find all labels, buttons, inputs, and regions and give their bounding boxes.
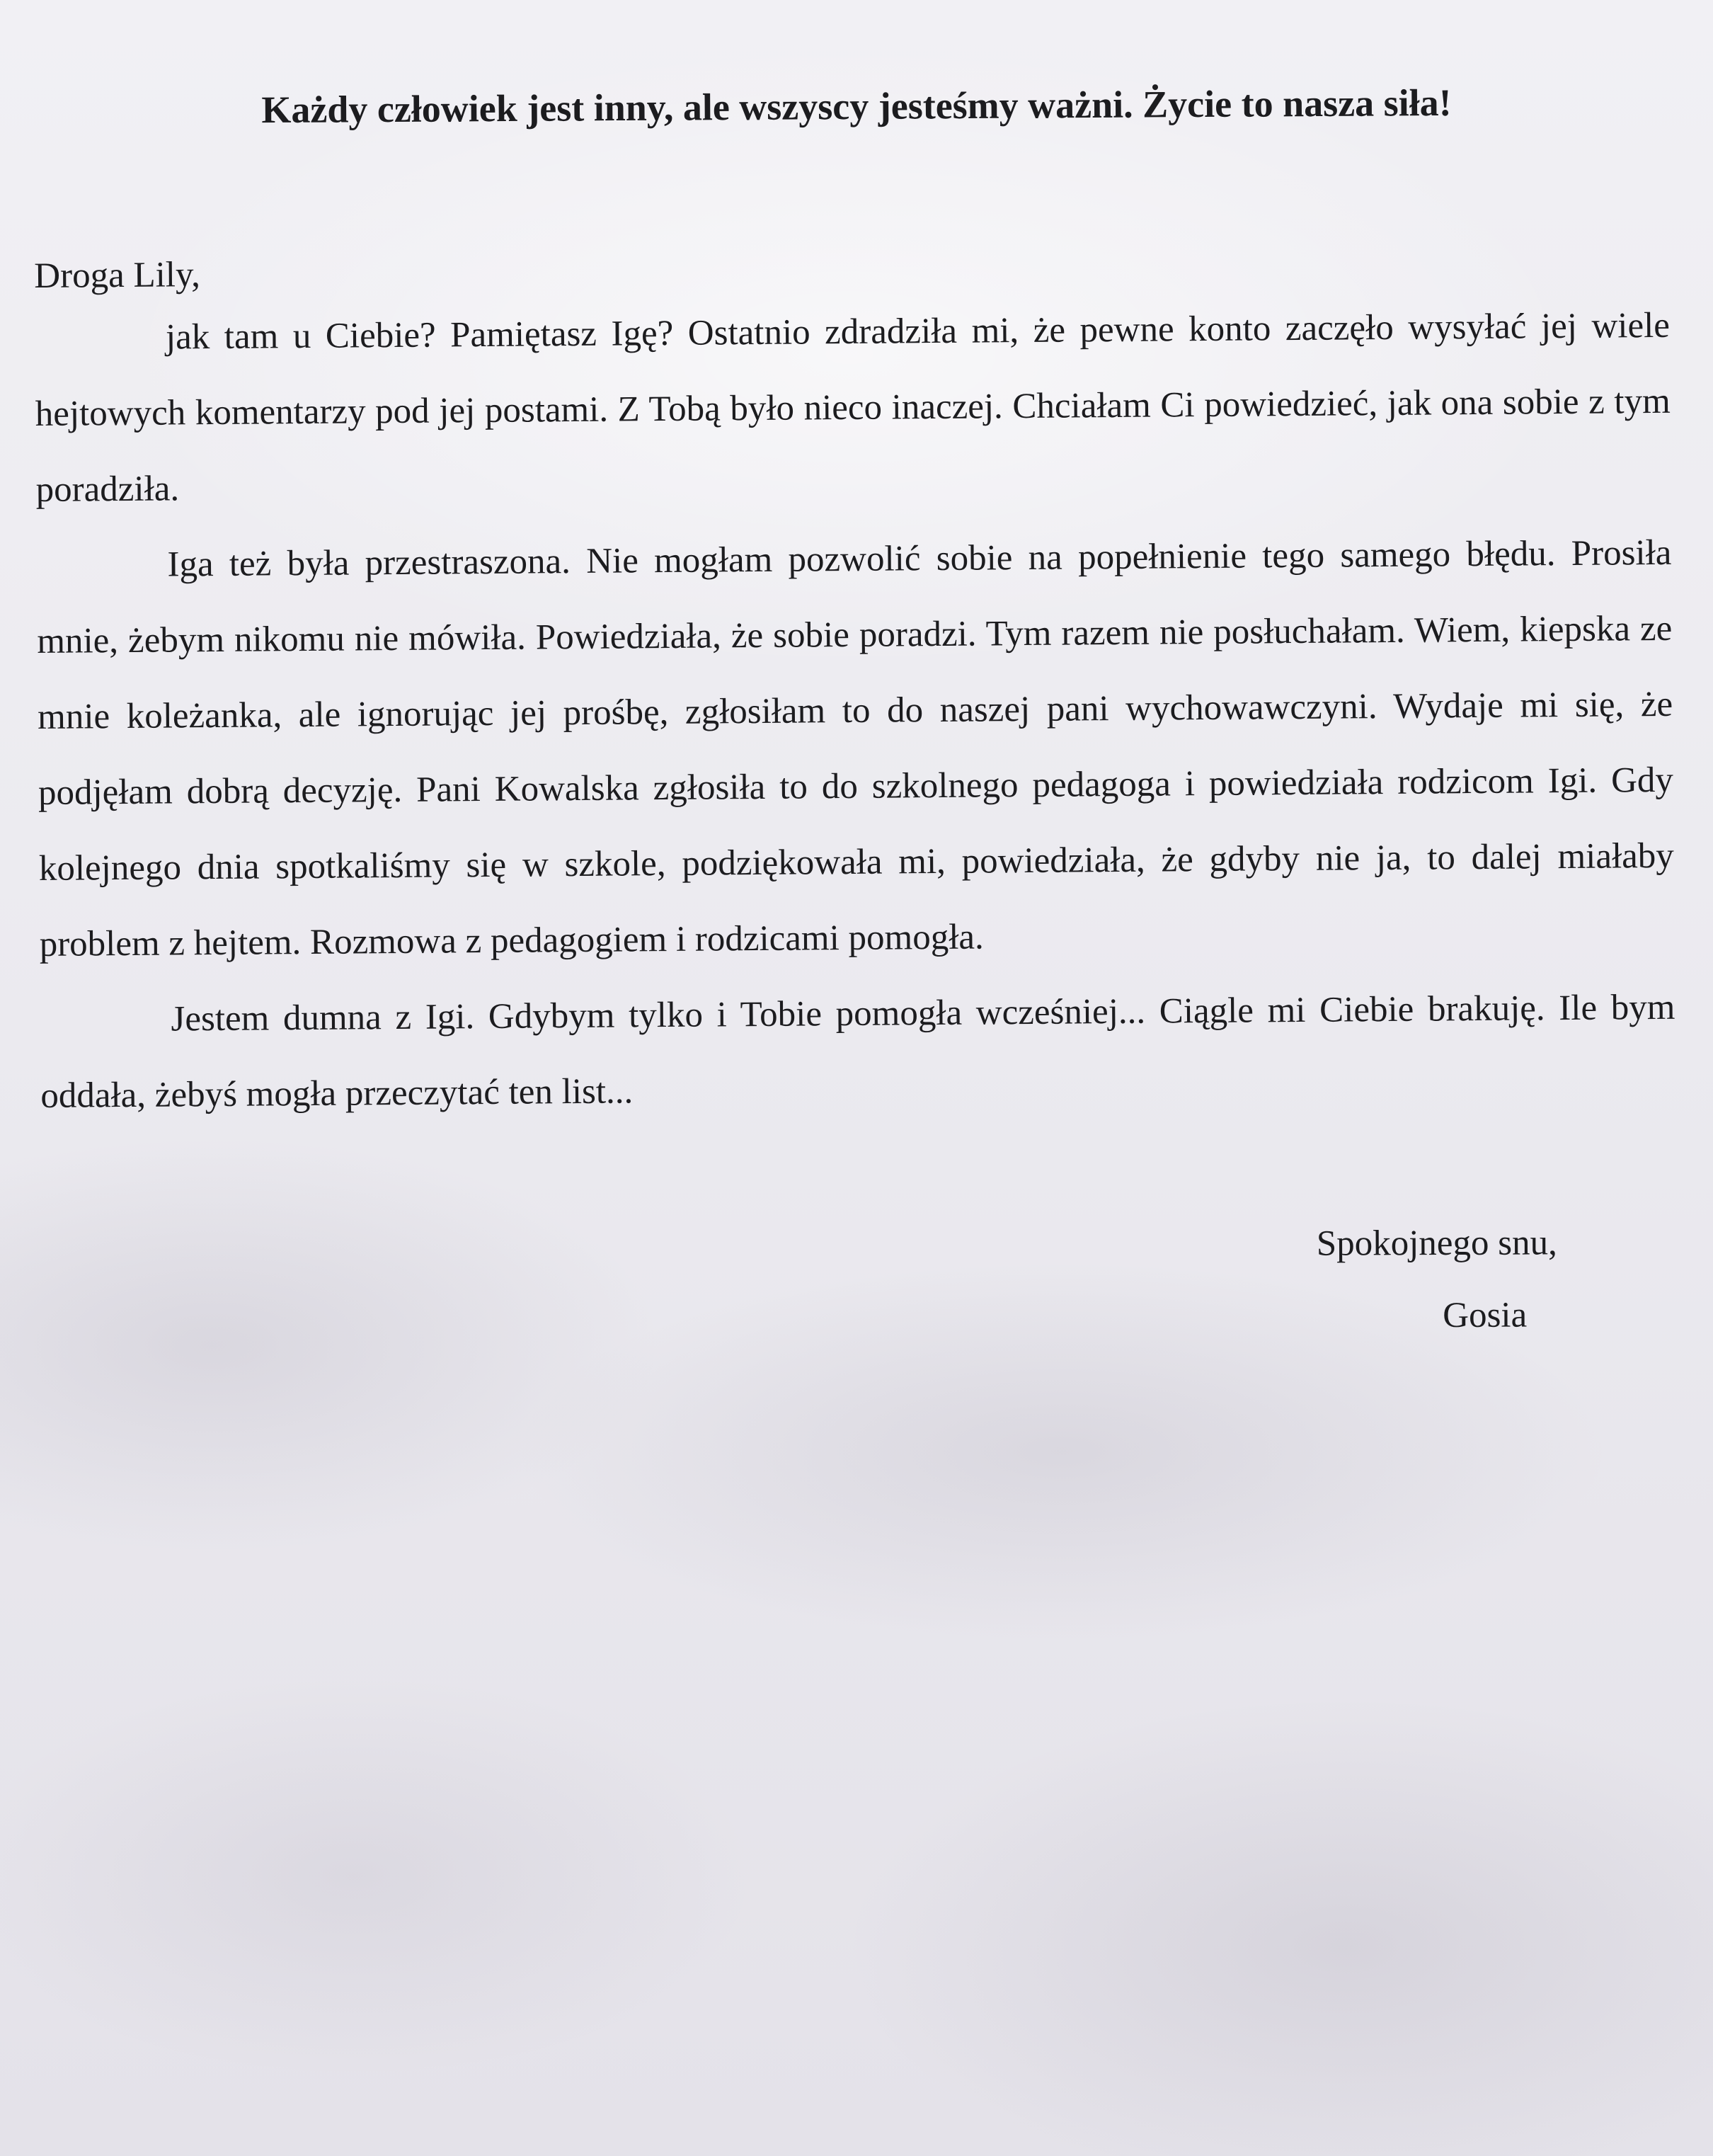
- letter-body: [34, 239, 1676, 1134]
- paragraph-3: Jestem dumna z Igi. Gdybym tylko i Tobie pomogła wcześniej... Ciągle mi Ciebie brakuję. Ile bym oddała, żebyś mogła przeczytać ten list...: [40, 987, 1675, 1116]
- paragraph-2: Iga też była przestraszona. Nie mogłam pozwolić sobie na popełnienie tego samego błędu. Prosiła mnie, żebym nikomu nie mówiła. Powiedziała, że sobie poradzi. Tym razem nie posłuchałam. Wiem, kiepska ze mnie koleżanka, ale ignorując jej prośbę, zgłosiłam to do naszej pani wychowawczyni. Wydaje mi się, że podjęłam dobrą decyzję. Pani Kowalska zgłosiła to do szkolnego pedagoga i powiedziała rodzicom Igi. Gdy kolejnego dnia spotkaliśmy się w szkole, podziękowała mi, powiedziała, że gdyby nie ja, to dalej miałaby problem z hejtem. Rozmowa z pedagogiem i rodzicami pomogła.: [37, 532, 1674, 964]
- letter-closing-block: [1317, 1207, 1558, 1352]
- letter-signature: Gosia: [1443, 1295, 1528, 1335]
- letter-title: Każdy człowiek jest inny, ale wszyscy jesteśmy ważni. Życie to nasza siła!: [261, 81, 1452, 132]
- letter-greeting: Droga Lily,: [34, 255, 201, 296]
- letter-closing: Spokojnego snu,: [1316, 1223, 1557, 1264]
- paragraph-1: jak tam u Ciebie? Pamiętasz Igę? Ostatnio zdradziła mi, że pewne konto zaczęło wysyłać jej wiele hejtowych komentarzy pod jej postami. Z Tobą było nieco inaczej. Chciałam Ci powiedzieć, jak ona sobie z tym poradziła.: [35, 305, 1671, 510]
